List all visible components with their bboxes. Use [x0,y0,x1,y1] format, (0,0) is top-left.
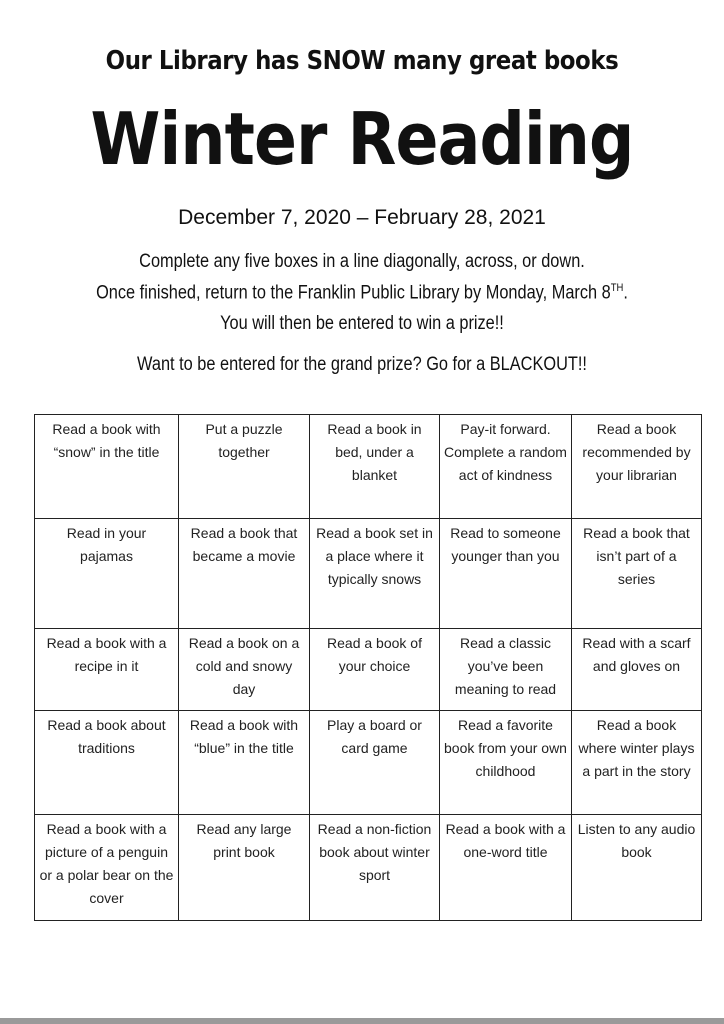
bingo-cell: Read a book of your choice [310,629,440,711]
instruction-line-2 [51,282,674,304]
bingo-cell: Read a book in bed, under a blanket [310,415,440,519]
bingo-cell: Read a favorite book from your own childhood [440,711,572,815]
bingo-row-1 [35,415,702,519]
bingo-cell: Read any large print book [179,815,310,921]
bingo-cell: Read a book with “snow” in the title [35,415,179,519]
bingo-row-4 [35,711,702,815]
bingo-cell: Read to someone younger than you [440,519,572,629]
bingo-cell: Read in your pajamas [35,519,179,629]
bingo-cell: Read a book on a cold and snowy day [179,629,310,711]
bingo-cell: Pay-it forward. Complete a random act of kindness [440,415,572,519]
page-bottom-border [0,1018,724,1024]
instruction-line-2-text: Once finished, return to the Franklin Public Library by Monday, March 8 [96,282,611,304]
page-title: Winter Reading [90,97,634,181]
bingo-cell: Put a puzzle together [179,415,310,519]
bingo-cell: Read a book recommended by your librarian [572,415,702,519]
bingo-cell: Read a book that became a movie [179,519,310,629]
ordinal-suffix: TH [610,282,624,294]
bingo-row-2 [35,519,702,629]
bingo-cell: Read a book with “blue” in the title [179,711,310,815]
tagline: Our Library has SNOW many great books [105,46,619,76]
bingo-cell: Listen to any audio book [572,815,702,921]
bingo-cell: Read a book with a one-word title [440,815,572,921]
instruction-line-3: You will then be entered to win a prize!! [220,313,504,334]
bingo-cell: Read a classic you’ve been meaning to read [440,629,572,711]
bingo-row-5 [35,815,702,921]
bingo-cell: Play a board or card game [310,711,440,815]
instruction-line-2-end: . [623,282,628,304]
bingo-cell: Read a non-fiction book about winter sport [310,815,440,921]
bingo-grid [34,414,702,921]
bingo-cell: Read a book with a recipe in it [35,629,179,711]
bingo-cell: Read with a scarf and gloves on [572,629,702,711]
bingo-cell: Read a book where winter plays a part in the story [572,711,702,815]
date-range: December 7, 2020 – February 28, 2021 [178,206,546,229]
bingo-cell: Read a book that isn’t part of a series [572,519,702,629]
bingo-cell: Read a book with a picture of a penguin or a polar bear on the cover [35,815,179,921]
instruction-line-4: Want to be entered for the grand prize? Go for a BLACKOUT!! [137,354,587,375]
instruction-line-1: Complete any five boxes in a line diagonally, across, or down. [139,251,585,272]
bingo-cell: Read a book about traditions [35,711,179,815]
bingo-row-3 [35,629,702,711]
bingo-cell: Read a book set in a place where it typically snows [310,519,440,629]
